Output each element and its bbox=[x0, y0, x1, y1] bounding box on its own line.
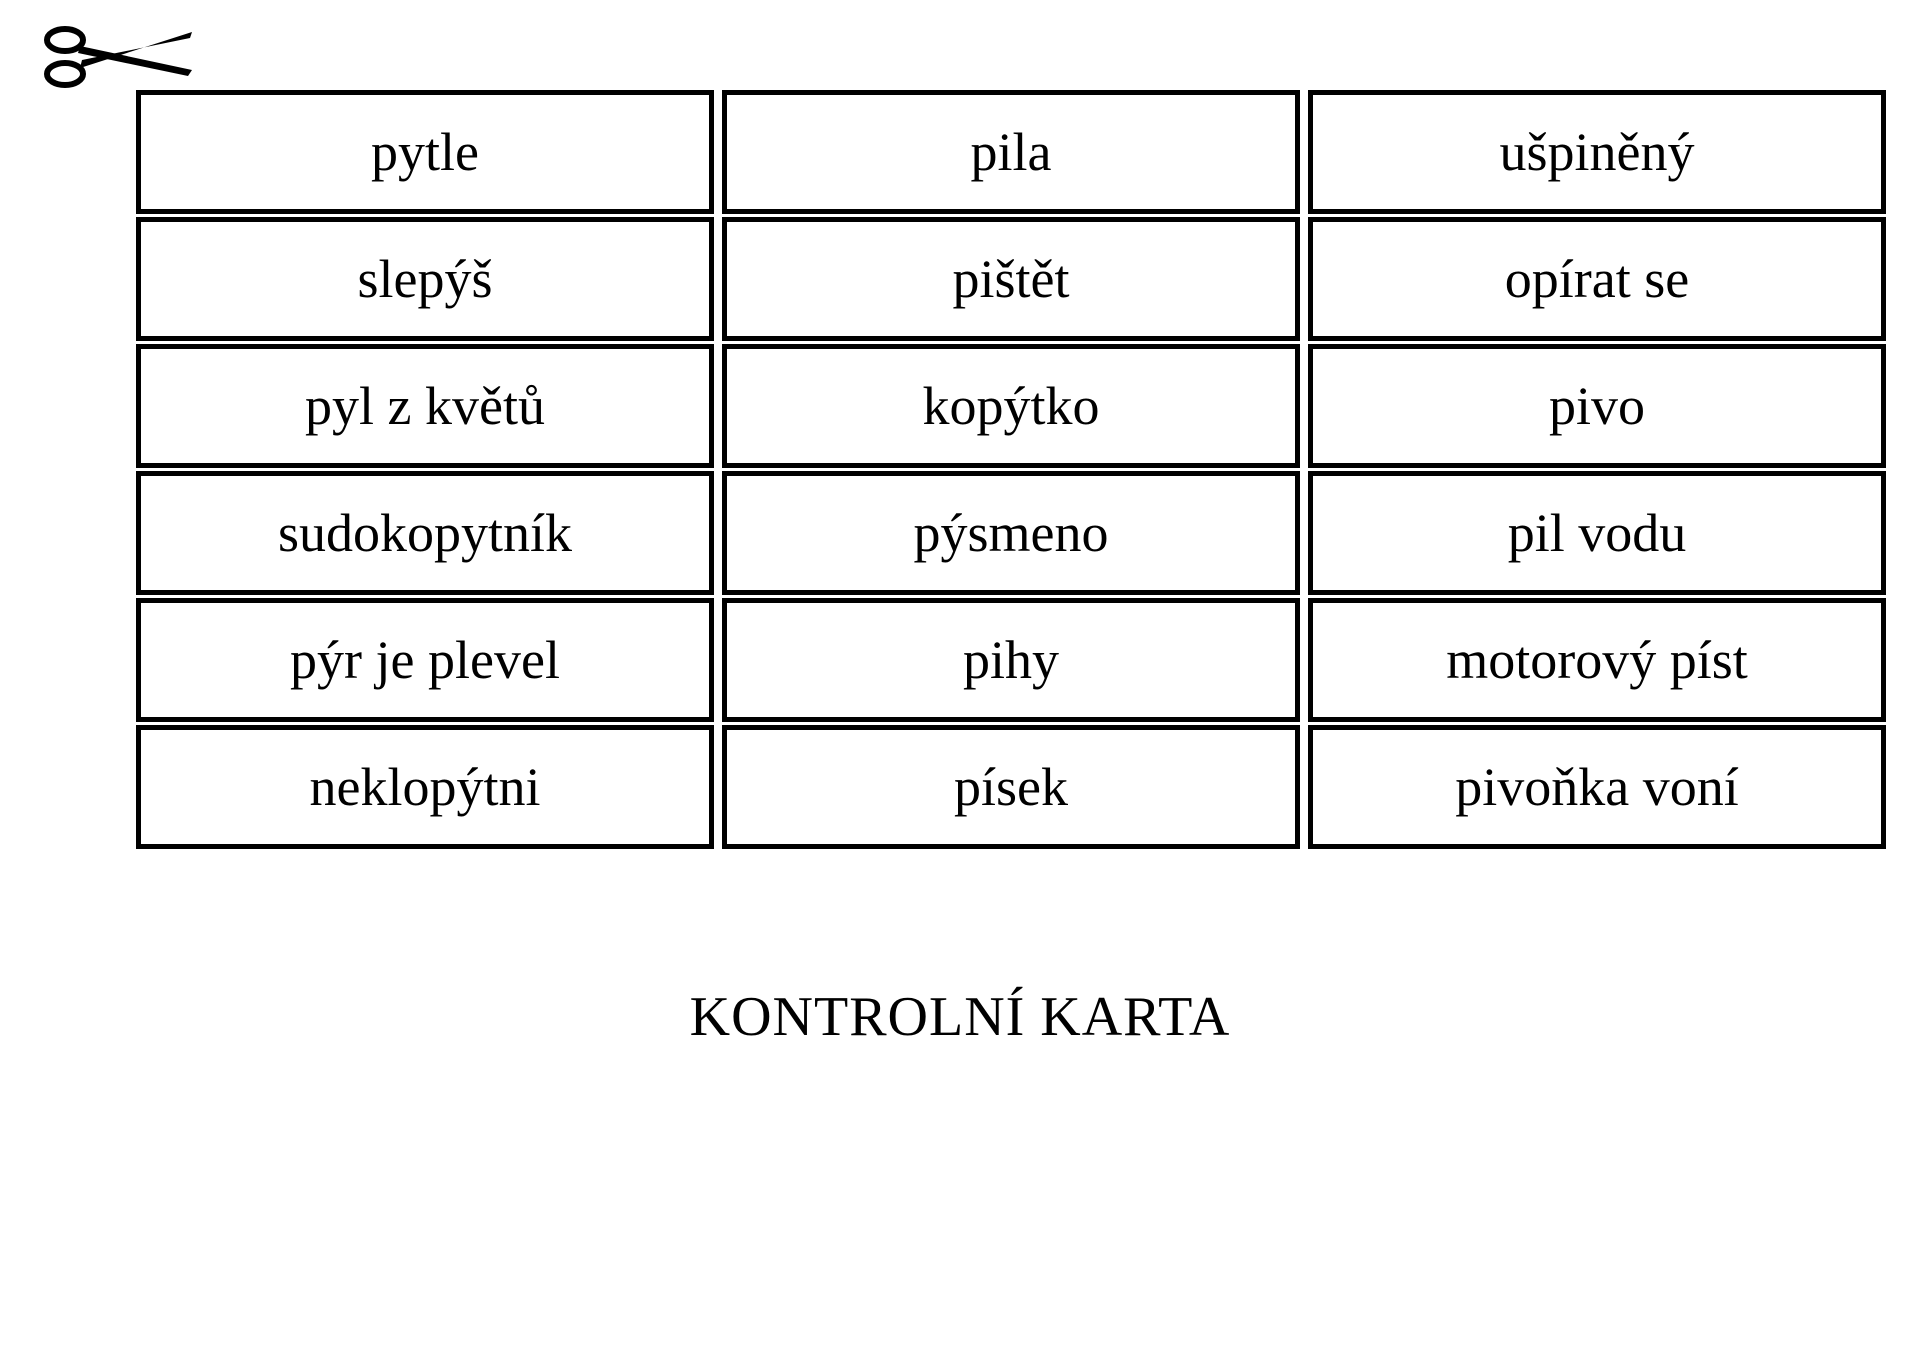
word-card bbox=[136, 598, 714, 722]
word-card-text: neklopýtni bbox=[309, 757, 541, 817]
word-card-text: pivo bbox=[1548, 376, 1645, 436]
word-card bbox=[1308, 471, 1886, 595]
word-card-text: slepýš bbox=[357, 249, 493, 309]
word-card-text: motorový píst bbox=[1446, 630, 1748, 690]
word-card-text: pila bbox=[970, 122, 1052, 182]
word-card bbox=[1308, 344, 1886, 468]
word-card bbox=[722, 90, 1300, 214]
word-card bbox=[722, 725, 1300, 849]
word-card bbox=[1308, 217, 1886, 341]
card-column-1 bbox=[136, 90, 714, 852]
scissors-icon bbox=[40, 20, 195, 92]
word-card-text: pil vodu bbox=[1507, 503, 1687, 563]
word-card-text: pytle bbox=[371, 122, 479, 182]
word-card bbox=[722, 217, 1300, 341]
card-column-2 bbox=[722, 90, 1300, 852]
word-card-text: pyl z květů bbox=[305, 376, 545, 436]
word-card-text: pihy bbox=[962, 630, 1059, 690]
word-card bbox=[136, 344, 714, 468]
word-card-text: ušpiněný bbox=[1499, 122, 1695, 182]
word-card-text: sudokopytník bbox=[277, 503, 573, 563]
word-card bbox=[136, 471, 714, 595]
word-card bbox=[722, 598, 1300, 722]
word-card bbox=[136, 90, 714, 214]
card-column-3 bbox=[1308, 90, 1886, 852]
word-card bbox=[722, 344, 1300, 468]
word-card bbox=[1308, 90, 1886, 214]
word-card-text: opírat se bbox=[1504, 249, 1690, 309]
word-card bbox=[136, 725, 714, 849]
word-card-text: pivoňka voní bbox=[1455, 757, 1739, 817]
word-card-text: kopýtko bbox=[922, 376, 1100, 436]
word-card bbox=[1308, 725, 1886, 849]
word-card-text: písek bbox=[954, 757, 1068, 817]
word-card bbox=[722, 471, 1300, 595]
word-card bbox=[1308, 598, 1886, 722]
word-card bbox=[136, 217, 714, 341]
word-card-text: pýr je plevel bbox=[290, 630, 560, 690]
word-card-text: pištět bbox=[952, 249, 1070, 309]
control-card-title: KONTROLNÍ KARTA bbox=[689, 986, 1231, 1048]
word-card-text: pýsmeno bbox=[913, 503, 1109, 563]
